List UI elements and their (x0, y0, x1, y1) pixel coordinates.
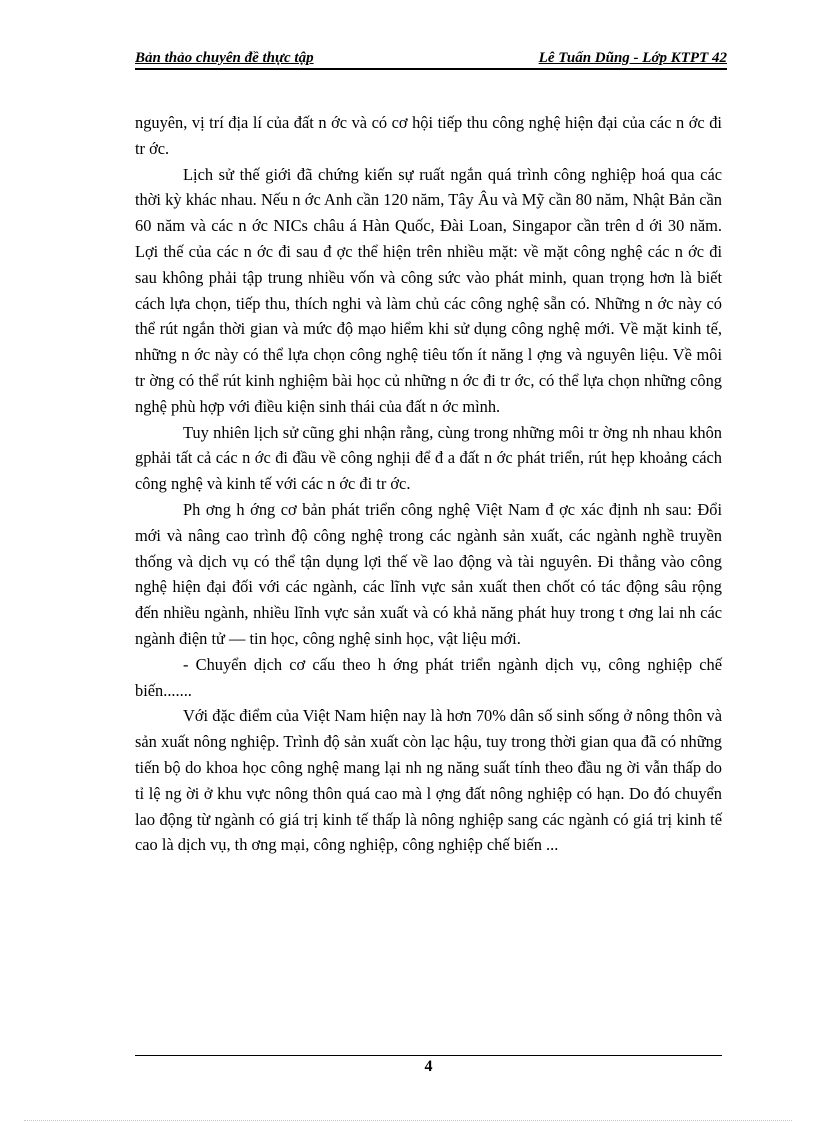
page-number: 4 (424, 1058, 433, 1075)
paragraph-4: Ph ơng h ớng cơ bản phát triển công nghệ Việt Nam đ ợc xác định nh sau: Đổi mới và nâng cao trình độ công nghệ trong các ngành sản xuất, các ngành nghề truyền thống và dịch vụ có thể tận dụng lợi thế về lao động và tài nguyên. Đi thẳng vào công nghệ hiện đại đối với các ngành, các lĩnh vực sản xuất then chốt có tác động sâu rộng đến nhiều ngành, nhiều lĩnh vực sản xuất và có khả năng phát huy trong t ơng lai nh các ngành điện tử — tin học, công nghệ sinh học, vật liệu mới. (135, 499, 722, 648)
body-text (135, 110, 722, 858)
page-header (135, 48, 727, 70)
paragraph-3: Tuy nhiên lịch sử cũng ghi nhận rằng, cùng trong những môi tr ờng nh nhau khôn gphải tất cả các n ớc đi đầu về công nghịi để đ a đất n ớc phát triển, rút hẹp khoảng cách công nghệ và kinh tế với các n ớc đi tr ớc. (135, 422, 722, 494)
page-edge-divider (24, 1120, 792, 1121)
paragraph-5-list-item: - Chuyển dịch cơ cấu theo h ớng phát triển ngành dịch vụ, công nghiệp chế biến....... (135, 654, 722, 700)
footer-divider (135, 1055, 722, 1056)
header-divider (135, 68, 727, 70)
header-title-right: Lê Tuấn Dũng - Lớp KTPT 42 (538, 50, 727, 66)
header-title-left: Bản thảo chuyên đề thực tập (135, 50, 314, 66)
paragraph-1: nguyên, vị trí địa lí của đất n ớc và có cơ hội tiếp thu công nghệ hiện đại của các n ớc đi tr ớc. (135, 113, 722, 158)
paragraph-2: Lịch sử thế giới đã chứng kiến sự ruất ngắn quá trình công nghiệp hoá qua các thời kỳ khác nhau. Nếu n ớc Anh cần 120 năm, Tây Âu và Mỹ cần 80 năm, Nhật Bản cần 60 năm và các n ớc NICs châu á Hàn Quốc, Đài Loan, Singapor cần trên d ới 30 năm. Lợi thế của các n ớc đi sau đ ợc thể hiện trên nhiều mặt: về mặt công nghệ các n ớc đi sau không phải tập trung nhiều vốn và công sức vào phát minh, quan trọng hơn là biết cách lựa chọn, tiếp thu, thích nghi và làm chủ các công nghệ sẵn có. Những n ớc này có thể rút ngắn thời gian và mức độ mạo hiểm khi sử dụng công nghệ mới. Về mặt kinh tế, những n ớc này có thể lựa chọn công nghệ tiêu tốn ít năng l ợng và nguyên liệu. Về môi tr ờng có thể rút kinh nghiệm bài học củ những n ớc đi tr ớc, có thể lựa chọn những công nghệ phù hợp với điều kiện sinh thái của đất n ớc mình. (135, 164, 722, 416)
paragraph-6: Với đặc điểm của Việt Nam hiện nay là hơn 70% dân số sinh sống ở nông thôn và sản xuất nông nghiệp. Trình độ sản xuất còn lạc hậu, tuy trong thời gian qua đã có những tiến bộ do khoa học công nghệ mang lại nh ng năng suất tính theo đầu ng ời vẫn thấp do tỉ lệ ng ời ở khu vực nông thôn quá cao mà l ợng đất nông nghiệp có hạn. Do đó chuyển lao động từ ngành có giá trị kinh tế thấp là nông nghiệp sang các ngành có giá trị kinh tế cao là dịch vụ, th ơng mại, công nghiệp, công nghiệp chế biến ... (135, 706, 722, 855)
